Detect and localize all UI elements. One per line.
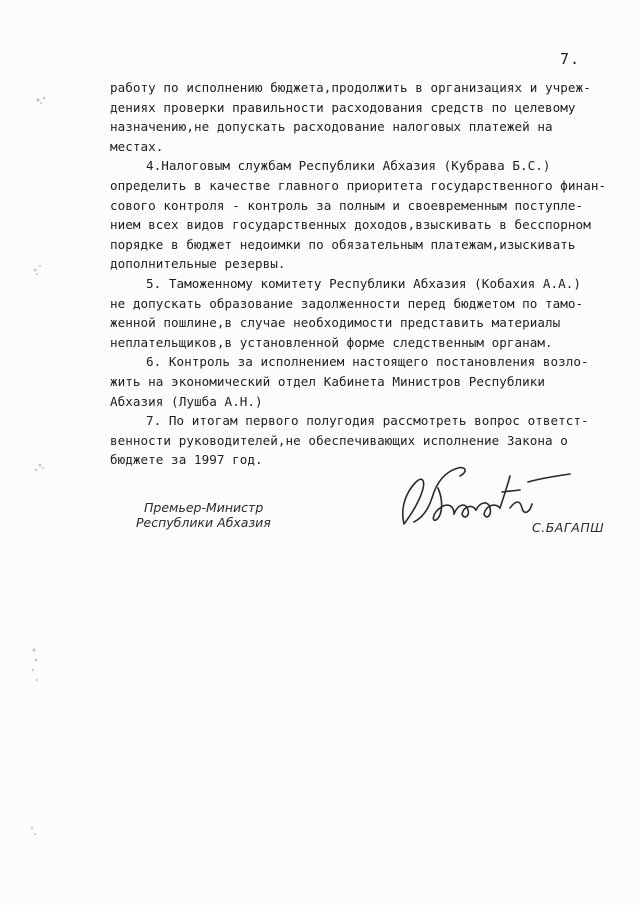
body-line: жить на экономический отдел Кабинета Министров Республики	[110, 373, 546, 389]
body-line: 5. Таможенному комитету Республики Абхазия (Кобахия А.А.)	[146, 275, 582, 291]
body-line: 7. По итогам первого полугодия рассмотреть вопрос ответст-	[146, 413, 589, 429]
body-line: бюджете за 1997 год.	[110, 452, 263, 468]
body-line: неплательщиков,в установленной форме следственным органам.	[110, 334, 553, 350]
body-line: дениях проверки правильности расходования средств по целевому	[110, 99, 576, 115]
signatory-title	[136, 500, 271, 530]
signer-name: С.БАГАПШ	[532, 520, 605, 535]
signatory-title-line-1: Премьер-Министр	[144, 500, 264, 515]
body-line: определить в качестве главного приоритета государственного финан-	[110, 177, 607, 193]
body-line: не допускать образование задолженности перед бюджетом по тамо-	[110, 295, 584, 311]
body-line: дополнительные резервы.	[110, 256, 286, 272]
page-number: 7.	[560, 50, 581, 68]
body-line: местах.	[110, 138, 164, 154]
body-line: венности руководителей,не обеспечивающих исполнение Закона о	[110, 432, 568, 448]
body-line: назначению,не допускать расходование налоговых платежей на	[110, 119, 553, 135]
signatory-title-line-2: Республики Абхазия	[136, 515, 271, 530]
body-line: Абхазия (Лушба А.Н.)	[110, 393, 263, 409]
body-line: 6. Контроль за исполнением настоящего постановления возло-	[146, 354, 589, 370]
body-line: работу по исполнению бюджета,продолжить в организациях и учреж-	[110, 80, 591, 95]
body-line: сового контроля - контроль за полным и своевременным поступле-	[110, 197, 584, 213]
body-line: нием всех видов государственных доходов,взыскивать в бесспорном	[110, 217, 591, 233]
body-line: женной пошлине,в случае необходимости представить материалы	[110, 315, 561, 331]
body-line: порядке в бюджет недоимки по обязательным платежам,изыскивать	[110, 236, 576, 252]
body-text	[110, 78, 607, 470]
body-line: 4.Налоговым службам Республики Абхазия (Кубрава Б.С.)	[146, 158, 551, 174]
